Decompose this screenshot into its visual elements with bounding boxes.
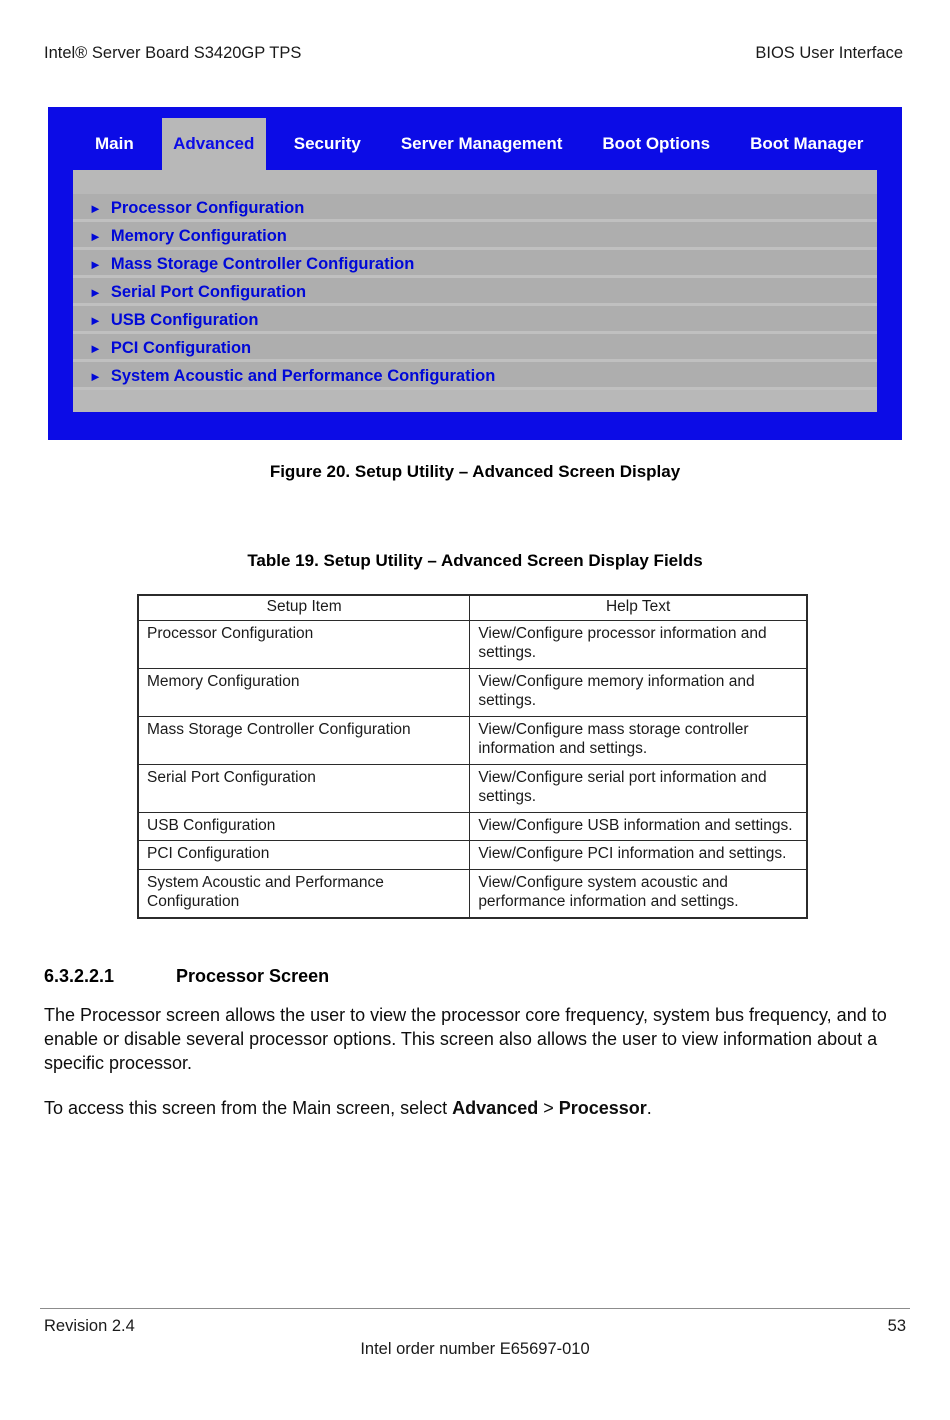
table-row [138, 764, 807, 812]
table-row [138, 620, 807, 668]
bios-menu-item-label: Serial Port Configuration [110, 282, 307, 301]
bios-menu-panel [73, 170, 877, 412]
bios-screenshot-figure [48, 107, 902, 440]
table-row [138, 869, 807, 918]
help-text-cell: View/Configure system acoustic and performance information and settings. [470, 869, 807, 918]
table-row [138, 812, 807, 841]
doc-header-left: Intel® Server Board S3420GP TPS [44, 44, 302, 62]
setup-item-cell: USB Configuration [138, 812, 470, 841]
setup-item-cell: Mass Storage Controller Configuration [138, 716, 470, 764]
bios-tab-server-management: Server Management [400, 134, 563, 153]
bios-tab-advanced-active: Advanced [162, 118, 266, 170]
table-row [138, 716, 807, 764]
doc-header-right: BIOS User Interface [755, 44, 903, 62]
arrow-right-icon: ► [89, 340, 102, 356]
setup-item-cell: System Acoustic and Performance Configuration [138, 869, 470, 918]
table-title: Table 19. Setup Utility – Advanced Screen Display Fields [247, 551, 703, 570]
bios-tab-main: Main [95, 134, 134, 153]
doc-header [44, 44, 903, 63]
footer-row [40, 1317, 910, 1336]
arrow-right-icon: ► [89, 284, 102, 300]
footer-page-number: 53 [887, 1317, 906, 1335]
bios-menu-item-serial-port [73, 278, 877, 306]
bios-menu-item-acoustic [73, 362, 877, 390]
bios-tab-security: Security [293, 134, 361, 153]
setup-item-cell: Memory Configuration [138, 668, 470, 716]
table-head [138, 595, 807, 620]
section-number: 6.3.2.2.1 [44, 966, 115, 986]
table-row [138, 841, 807, 870]
doc-footer [40, 1308, 910, 1359]
column-header-setup-item: Setup Item [138, 595, 470, 620]
section-title: Processor Screen [176, 966, 330, 986]
bios-menu-item-label: PCI Configuration [110, 338, 252, 357]
help-text-cell: View/Configure mass storage controller information and settings. [470, 716, 807, 764]
bios-menu-item-memory [73, 222, 877, 250]
bios-menu-item-label: USB Configuration [110, 310, 259, 329]
bios-menu-item-label: Mass Storage Controller Configuration [110, 254, 415, 273]
body-paragraph-2 [44, 1096, 893, 1120]
table-body [138, 620, 807, 918]
setup-item-cell: Serial Port Configuration [138, 764, 470, 812]
bios-tab-bar [73, 118, 877, 170]
column-header-help-text: Help Text [470, 595, 807, 620]
bios-tab-boot-options: Boot Options [602, 134, 711, 153]
help-text-cell: View/Configure processor information and settings. [470, 620, 807, 668]
footer-revision: Revision 2.4 [44, 1317, 135, 1335]
bios-menu-item-label: System Acoustic and Performance Configuration [110, 366, 496, 385]
setup-fields-table [137, 594, 808, 919]
table-row [138, 668, 807, 716]
help-text-cell: View/Configure memory information and settings. [470, 668, 807, 716]
setup-item-cell: Processor Configuration [138, 620, 470, 668]
arrow-right-icon: ► [89, 228, 102, 244]
para2-separator: > [538, 1098, 559, 1118]
setup-item-cell: PCI Configuration [138, 841, 470, 870]
figure-caption: Figure 20. Setup Utility – Advanced Screen Display [269, 462, 681, 481]
help-text-cell: View/Configure serial port information and settings. [470, 764, 807, 812]
arrow-right-icon: ► [89, 200, 102, 216]
help-text-cell: View/Configure PCI information and settings. [470, 841, 807, 870]
para2-text: To access this screen from the Main screen, select [44, 1098, 453, 1118]
section-processor-screen [44, 966, 893, 1141]
bios-menu-item-pci [73, 334, 877, 362]
body-paragraph-1: The Processor screen allows the user to view the processor core frequency, system bus frequency, and to enable or disable several processor options. This screen also allows the user to view information about a specific processor. [44, 1005, 887, 1073]
bios-menu-item-processor [73, 194, 877, 222]
arrow-right-icon: ► [89, 368, 102, 384]
section-heading [44, 966, 893, 987]
arrow-right-icon: ► [89, 256, 102, 272]
para2-period: . [646, 1098, 652, 1118]
para2-advanced-bold: Advanced [452, 1098, 539, 1118]
bios-menu-item-mass-storage [73, 250, 877, 278]
bios-tab-boot-manager: Boot Manager [750, 134, 864, 153]
bios-menu-item-label: Memory Configuration [110, 226, 287, 245]
table-header-row [138, 595, 807, 620]
para2-processor-bold: Processor [558, 1098, 647, 1118]
arrow-right-icon: ► [89, 312, 102, 328]
bios-menu-item-label: Processor Configuration [110, 198, 305, 217]
footer-order-number: Intel order number E65697-010 [360, 1340, 590, 1358]
bios-menu-item-usb [73, 306, 877, 334]
help-text-cell: View/Configure USB information and settings. [470, 812, 807, 841]
